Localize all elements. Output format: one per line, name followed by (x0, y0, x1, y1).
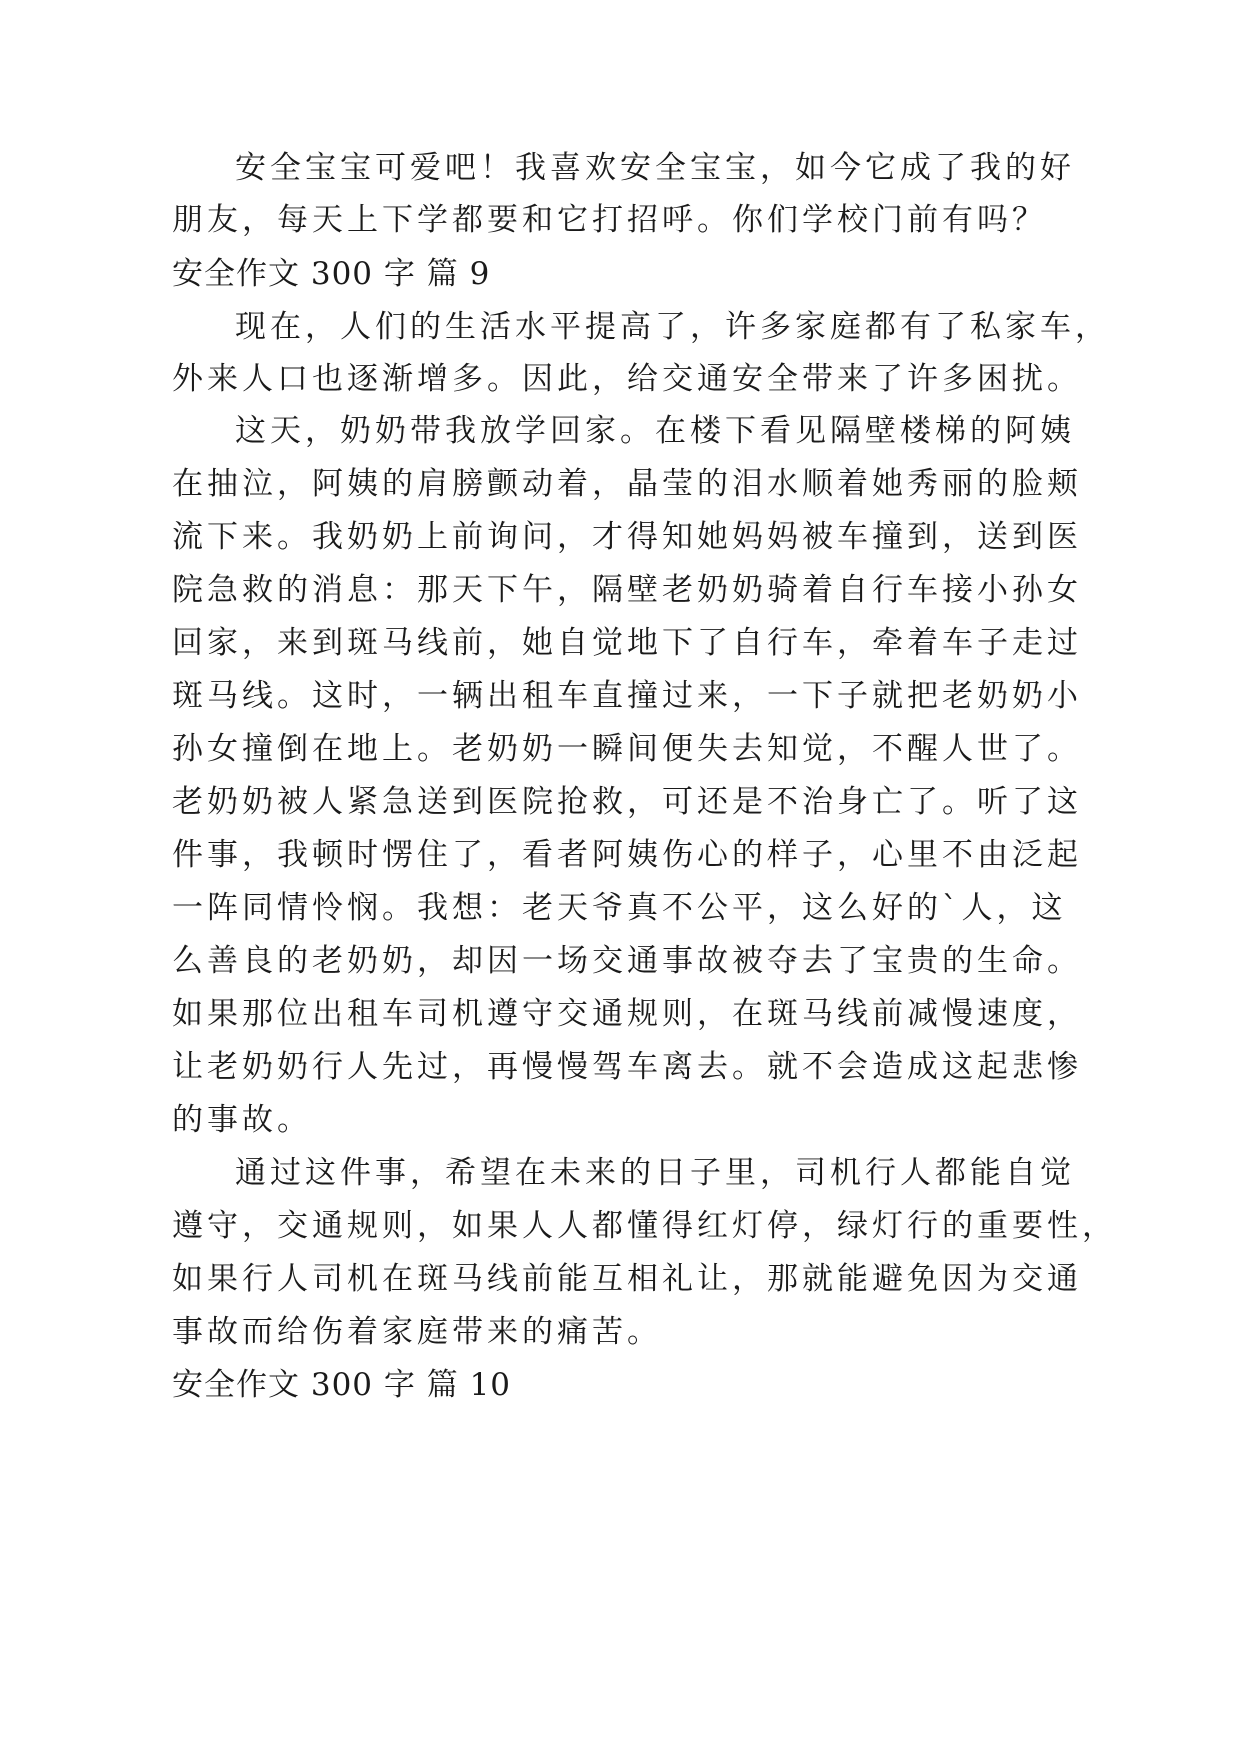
paragraph-line: 一阵同情怜悯。我想：老天爷真不公平，这么好的`人，这 (172, 890, 1067, 926)
paragraph-line: 如果行人司机在斑马线前能互相礼让，那就能避免因为交通 (172, 1261, 1082, 1297)
paragraph-line: 外来人口也逐渐增多。因此，给交通安全带来了许多困扰。 (172, 361, 1082, 397)
paragraph-line: 的事故。 (172, 1102, 312, 1138)
paragraph-line: 孙女撞倒在地上。老奶奶一瞬间便失去知觉，不醒人世了。 (172, 731, 1082, 767)
paragraph-line: 这天，奶奶带我放学回家。在楼下看见隔壁楼梯的阿姨 (235, 413, 1075, 449)
paragraph-line: 老奶奶被人紧急送到医院抢救，可还是不治身亡了。听了这 (172, 784, 1082, 820)
paragraph-line: 件事，我顿时愣住了，看者阿姨伤心的样子，心里不由泛起 (172, 837, 1082, 873)
paragraph-line: 让老奶奶行人先过，再慢慢驾车离去。就不会造成这起悲惨 (172, 1049, 1082, 1085)
paragraph-line: 在抽泣，阿姨的肩膀颤动着，晶莹的泪水顺着她秀丽的脸颊 (172, 466, 1082, 502)
paragraph-line: 遵守，交通规则，如果人人都懂得红灯停，绿灯行的重要性， (172, 1208, 1117, 1244)
paragraph-line: 现在，人们的生活水平提高了，许多家庭都有了私家车， (235, 309, 1110, 345)
paragraph-line: 安全宝宝可爱吧！我喜欢安全宝宝，如今它成了我的好 (235, 150, 1075, 186)
section-heading: 安全作文 300 字 篇 9 (172, 256, 491, 292)
paragraph-line: 事故而给伤着家庭带来的痛苦。 (172, 1314, 662, 1350)
paragraph-line: 斑马线。这时，一辆出租车直撞过来，一下子就把老奶奶小 (172, 678, 1082, 714)
section-heading: 安全作文 300 字 篇 10 (172, 1367, 512, 1403)
paragraph-line: 么善良的老奶奶，却因一场交通事故被夺去了宝贵的生命。 (172, 943, 1082, 979)
paragraph-line: 流下来。我奶奶上前询问，才得知她妈妈被车撞到，送到医 (172, 519, 1082, 555)
paragraph-line: 朋友，每天上下学都要和它打招呼。你们学校门前有吗？ (172, 202, 1047, 238)
paragraph-line: 如果那位出租车司机遵守交通规则，在斑马线前减慢速度， (172, 996, 1082, 1032)
paragraph-line: 回家，来到斑马线前，她自觉地下了自行车，牵着车子走过 (172, 625, 1082, 661)
paragraph-line: 通过这件事，希望在未来的日子里，司机行人都能自觉 (235, 1155, 1075, 1191)
paragraph-line: 院急救的消息：那天下午，隔壁老奶奶骑着自行车接小孙女 (172, 572, 1082, 608)
